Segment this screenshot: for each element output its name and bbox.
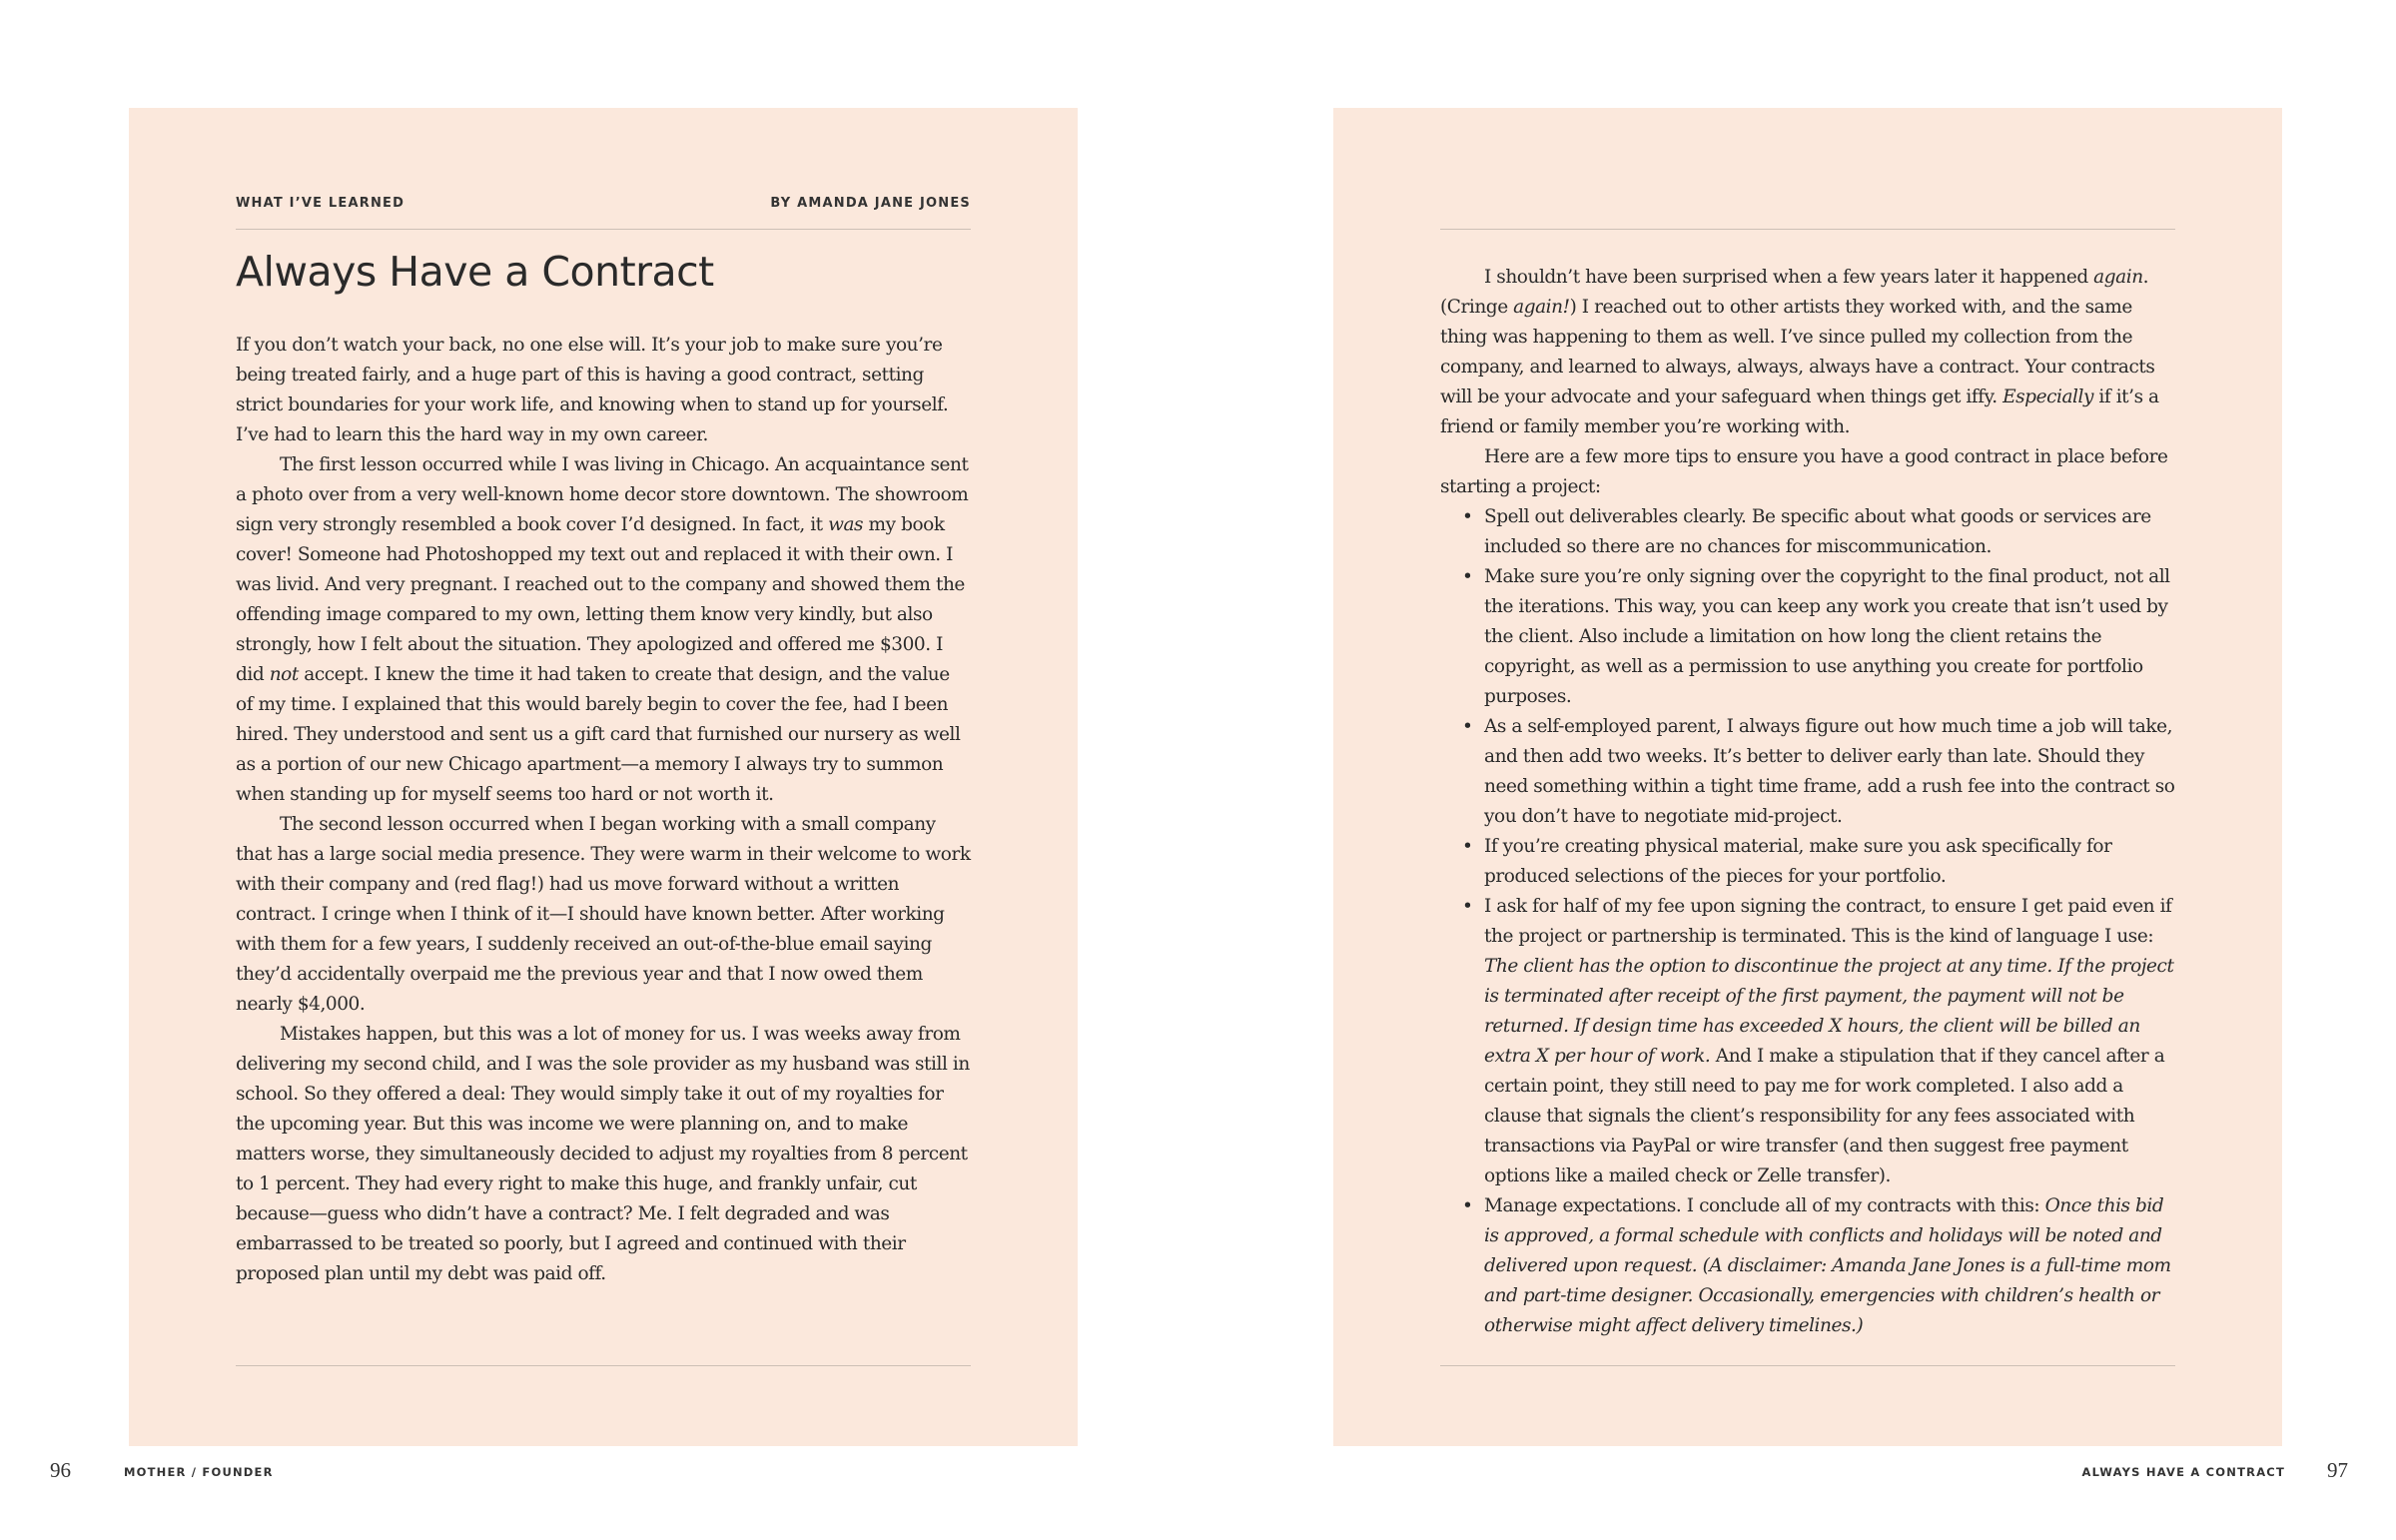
tip-item: • If you’re creating physical material, make sure you ask specifically for produced selections of the pieces for your portfolio. bbox=[1440, 832, 2175, 892]
tip-item: • I ask for half of my fee upon signing the contract, to ensure I get paid even if the project or partnership is terminated. This is the kind of language I use: The client has the option to discontinue the project at any time. If the project is terminated after receipt of the first payment, the payment will not be returned. If design time has exceeded X hours, the client will be billed an extra X per hour of work. And I make a stipulation that if they cancel after a certain point, they still need to pay me for work completed. I also add a clause that signals the client’s responsibility for any fees associated with transactions via PayPal or wire transfer (and then suggest free payment options like a mailed check or Zelle transfer). bbox=[1440, 892, 2175, 1191]
byline: BY AMANDA JANE JONES bbox=[770, 196, 971, 211]
page-number-left: 96 bbox=[50, 1458, 71, 1482]
tip-item: • As a self-employed parent, I always figure out how much time a job will take, and then add two weeks. It’s better to deliver early than late. Should they need something within a tight time frame, add a rush fee into the contract so you don’t have to negotiate mid-project. bbox=[1440, 712, 2175, 832]
paragraph: The second lesson occurred when I began working with a small company that has a large social media presence. They were warm in their welcome to work with their company and (red flag!) had us move forward without a written contract. I cringe when I think of it—I should have known better. After working with them for a few years, I suddenly received an out-of-the-blue email saying they’d accidentally overpaid me the previous year and that I now owed them nearly $4,000. bbox=[236, 814, 971, 1015]
paragraph: The first lesson occurred while I was living in Chicago. An acquaintance sent a photo over from a very well-known home decor store downtown. The showroom sign very strongly resembled a book cover I’d designed. In fact, it was my book cover! Someone had Photoshopped my text out and replaced it with their own. I was livid. And very pregnant. I reached out to the company and showed them the offending image compared to my own, letting them know very kindly, but also strongly, how I felt about the situation. They apologized and offered me $300. I did not accept. I knew the time it had taken to create that design, and the value of my time. I explained that this would barely begin to cover the fee, had I been hired. They understood and sent us a gift card that furnished our nursery as well as a portion of our new Chicago apartment—a memory I always try to summon when standing up for myself seems too hard or not worth it. bbox=[236, 454, 969, 805]
tip-item: • Make sure you’re only signing over the copyright to the final product, not all the iterations. This way, you can keep any work you create that isn’t used by the client. Also include a limitation on how long the client retains the copyright, as well as a permission to use anything you create for portfolio purposes. bbox=[1440, 562, 2175, 712]
right-body-text bbox=[1440, 263, 2175, 1341]
running-head bbox=[236, 196, 971, 211]
italic-emphasis: again bbox=[2093, 267, 2143, 288]
header-rule bbox=[1440, 229, 2175, 230]
header-rule bbox=[236, 229, 971, 230]
italic-emphasis: The client has the option to discontinue the project at any time. If the project is terminated after receipt of the first payment, the payment will not be returned. If design time has exceeded X hours, the client will be billed an extra X per hour of work. bbox=[1484, 956, 2174, 1067]
article-title: Always Have a Contract bbox=[236, 248, 714, 296]
tip-item: • Manage expectations. I conclude all of my contracts with this: Once this bid is approved, a formal schedule with conflicts and holidays will be noted and delivered upon request. (A disclaimer: Amanda Jane Jones is a full-time mom and part-time designer. Occasionally, emergencies with children’s health or otherwise might affect delivery timelines.) bbox=[1440, 1191, 2175, 1341]
tips-list bbox=[1440, 502, 2175, 1341]
footer-label-left: MOTHER / FOUNDER bbox=[124, 1465, 274, 1479]
paragraph: Here are a few more tips to ensure you have a good contract in place before starting a project: bbox=[1440, 446, 2168, 497]
italic-emphasis: Especially bbox=[2002, 386, 2093, 407]
paragraph: I shouldn’t have been surprised when a few years later it happened again. (Cringe again!) I reached out to other artists they worked with, and the same thing was happening to them as well. I’ve since pulled my collection from the company, and learned to always, always, always have a contract. Your contracts will be your advocate and your safeguard when things get iffy. Especially if it’s a friend or family member you’re working with. bbox=[1440, 267, 2159, 437]
footer-rule bbox=[236, 1365, 971, 1366]
tip-item: • Spell out deliverables clearly. Be specific about what goods or services are included so there are no chances for miscommunication. bbox=[1440, 502, 2175, 562]
section-label: WHAT I’VE LEARNED bbox=[236, 196, 405, 211]
italic-emphasis: was bbox=[828, 514, 864, 535]
paragraph: If you don’t watch your back, no one else will. It’s your job to make sure you’re being treated fairly, and a huge part of this is having a good contract, setting strict boundaries for your work life, and knowing when to stand up for yourself. I’ve had to learn this the hard way in my own career. bbox=[236, 335, 949, 445]
italic-emphasis: again! bbox=[1513, 297, 1570, 318]
right-page-panel bbox=[1333, 108, 2282, 1446]
paragraph: Mistakes happen, but this was a lot of money for us. I was weeks away from delivering my second child, and I was the sole provider as my husband was still in school. So they offered a deal: They would simply take it out of my royalties for the upcoming year. But this was income we were planning on, and to make matters worse, they simultaneously decided to adjust my royalties from 8 percent to 1 percent. They had every right to make this huge, and frankly unfair, cut because—guess who didn’t have a contract? Me. I felt degraded and was embarrassed to be treated so poorly, but I agreed and continued with their proposed plan until my debt was paid off. bbox=[236, 1024, 970, 1284]
italic-emphasis: not bbox=[269, 664, 299, 685]
left-page-panel bbox=[129, 108, 1078, 1446]
italic-emphasis: Once this bid is approved, a formal schedule with conflicts and holidays will be noted and delivered upon request. (A disclaimer: Amanda Jane Jones is a full-time mom and part-time designer. Occasionally, emergencies with children’s health or otherwise might affect delivery timelines.) bbox=[1484, 1195, 2171, 1336]
footer-rule bbox=[1440, 1365, 2175, 1366]
footer-label-right: ALWAYS HAVE A CONTRACT bbox=[2081, 1465, 2285, 1479]
left-body-text bbox=[236, 331, 971, 1289]
page-number-right: 97 bbox=[2327, 1458, 2348, 1482]
